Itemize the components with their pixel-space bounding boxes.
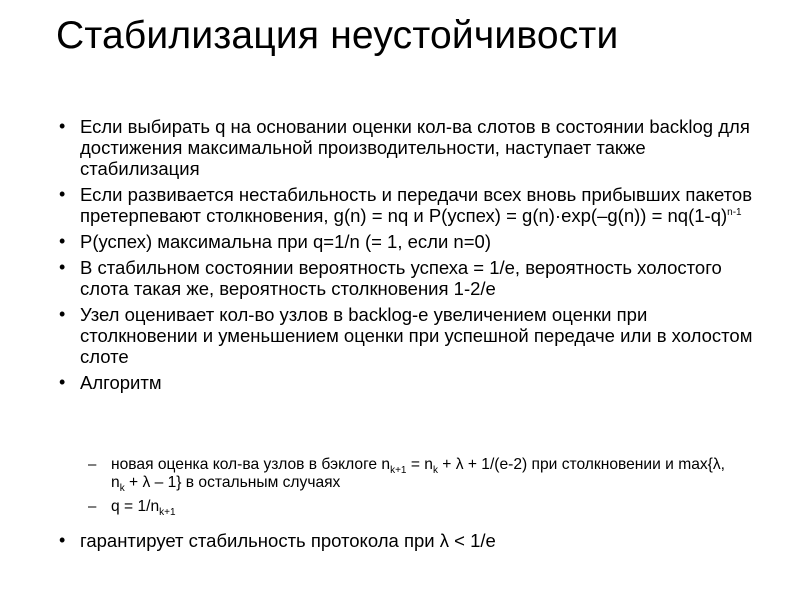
bullet-text: P(успех) максимальна при q=1/n (= 1, если n=0) bbox=[80, 231, 491, 252]
bullet-text: Если выбирать q на основании оценки кол-ва слотов в состоянии backlog для достижения максимальной производительности, наступает также стабилизация bbox=[80, 116, 750, 179]
bullet-text bbox=[80, 184, 752, 226]
subscript: k bbox=[119, 482, 125, 494]
bullet-item bbox=[0, 116, 800, 179]
bullet-item bbox=[0, 184, 800, 226]
sub-bullet-text bbox=[111, 456, 725, 494]
text-part: + λ + 1/(e-2) при столкновении и max{λ, n bbox=[111, 456, 725, 491]
sub-bullet-text bbox=[111, 498, 176, 518]
bullet-list-end bbox=[0, 530, 800, 556]
bullet-marker: • bbox=[59, 184, 66, 204]
text-part: + λ – 1} в остальным случаях bbox=[124, 474, 341, 491]
dash-marker: – bbox=[88, 498, 97, 515]
bullet-text: В стабильном состоянии вероятность успеха = 1/e, вероятность холостого слота такая же, вероятность столкновения 1-2/e bbox=[80, 257, 722, 299]
bullet-text: гарантирует стабильность протокола при λ < 1/e bbox=[80, 530, 496, 551]
bullet-item bbox=[0, 530, 800, 551]
bullet-text: Алгоритм bbox=[80, 372, 162, 393]
bullet-marker: • bbox=[59, 530, 66, 550]
bullet-marker: • bbox=[59, 257, 66, 277]
dash-marker: – bbox=[88, 456, 97, 473]
sub-bullet-item bbox=[0, 456, 800, 492]
bullet-item bbox=[0, 304, 800, 367]
subscript: k+1 bbox=[159, 506, 176, 518]
subscript: k bbox=[432, 464, 438, 476]
bullet-list bbox=[0, 116, 800, 398]
bullet-item bbox=[0, 231, 800, 252]
subscript: k+1 bbox=[390, 464, 407, 476]
sub-bullet-item bbox=[0, 498, 800, 516]
bullet-text: Узел оценивает кол-во узлов в backlog-е увеличением оценки при столкновении и уменьшением оценки при успешной передаче или в холостом слоте bbox=[80, 304, 753, 367]
superscript: n-1 bbox=[727, 207, 742, 218]
sub-bullet-list bbox=[0, 456, 800, 522]
bullet-text-main: Если развивается нестабильность и передачи всех вновь прибывших пакетов претерпевают столкновения, g(n) = nq и P(успех) = g(n)·exp(–g(n)) = nq(1-q) bbox=[80, 184, 753, 226]
text-part: q = 1/n bbox=[111, 498, 160, 515]
slide-title: Стабилизация неустойчивости bbox=[56, 14, 619, 57]
bullet-marker: • bbox=[59, 231, 66, 251]
text-part: = n bbox=[406, 456, 433, 473]
text-part: новая оценка кол-ва узлов в бэклоге n bbox=[111, 456, 391, 473]
bullet-item bbox=[0, 257, 800, 299]
bullet-marker: • bbox=[59, 304, 66, 324]
bullet-item bbox=[0, 372, 800, 393]
bullet-marker: • bbox=[59, 116, 66, 136]
bullet-marker: • bbox=[59, 372, 66, 392]
